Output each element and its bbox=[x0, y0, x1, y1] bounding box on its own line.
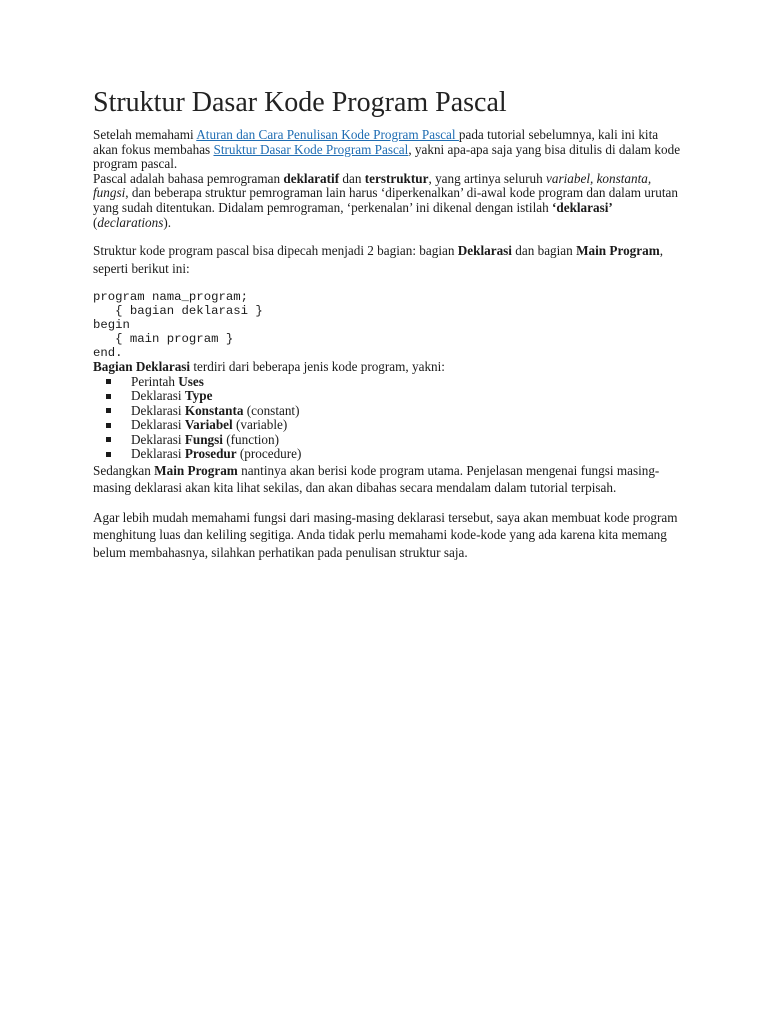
italic-term: declarations bbox=[97, 214, 164, 230]
bold-term: Type bbox=[184, 388, 213, 404]
bold-term: ‘deklarasi’ bbox=[551, 199, 613, 215]
text: dan bbox=[339, 170, 365, 186]
text: ( bbox=[93, 214, 98, 230]
text: Sedangkan bbox=[93, 462, 155, 478]
text: ). bbox=[163, 214, 172, 230]
page-title: Struktur Dasar Kode Program Pascal bbox=[93, 87, 507, 118]
text: Deklarasi bbox=[131, 446, 185, 462]
text: Deklarasi bbox=[131, 402, 185, 418]
list-item bbox=[93, 433, 683, 448]
list-item bbox=[93, 447, 683, 462]
intro-text: , yakni apa-apa saja yang bisa ditulis di dalam kode program pascal. bbox=[93, 141, 681, 172]
bold-term: Konstanta bbox=[184, 402, 244, 418]
bold-term: Bagian Deklarasi bbox=[93, 359, 191, 375]
link-struktur-dasar[interactable]: Struktur Dasar Kode Program Pascal bbox=[213, 141, 409, 157]
text: (variable) bbox=[232, 417, 288, 433]
intro-paragraph bbox=[93, 128, 683, 172]
text: , seperti berikut ini: bbox=[93, 243, 663, 276]
declaration-list bbox=[93, 375, 683, 462]
bold-term: Fungsi bbox=[184, 431, 223, 447]
text: Deklarasi bbox=[131, 431, 185, 447]
text: , dan beberapa struktur pemrograman lain harus ‘diperkenalkan’ di-awal kode program dan dalam urutan yang sudah ditentukan. Didalam pemrograman, ‘perkenalan’ ini dikenal dengan istilah bbox=[93, 185, 678, 215]
bold-term: Deklarasi bbox=[457, 243, 512, 259]
text: Deklarasi bbox=[131, 417, 185, 433]
intro-text: Setelah memahami bbox=[93, 127, 197, 142]
italic-term: variabel, konstanta, fungsi bbox=[93, 170, 652, 201]
bold-term: deklaratif bbox=[283, 170, 340, 186]
bold-term: Prosedur bbox=[184, 446, 237, 462]
square-bullet-icon bbox=[106, 408, 111, 413]
document-body bbox=[93, 86, 683, 561]
list-item bbox=[93, 418, 683, 433]
paragraph-contoh-segitiga: Agar lebih mudah memahami fungsi dari masing-masing deklarasi tersebut, saya akan membuat kode program menghitung luas dan keliling segitiga. Anda tidak perlu memahami kode-kode yang ada karena kita memang belum membahasnya, silahkan perhatikan pada penulisan struktur saja. bbox=[93, 509, 678, 560]
bold-term: terstruktur bbox=[364, 170, 429, 186]
square-bullet-icon bbox=[106, 394, 111, 399]
text: Struktur kode program pascal bisa dipecah menjadi 2 bagian: bagian bbox=[93, 243, 458, 259]
bold-term: Main Program bbox=[154, 462, 238, 478]
paragraph-main-program bbox=[93, 462, 683, 497]
link-aturan-penulisan[interactable]: Aturan dan Cara Penulisan Kode Program Pascal bbox=[196, 127, 459, 142]
text: dan bagian bbox=[511, 243, 577, 259]
list-item bbox=[93, 404, 683, 419]
text: Perintah bbox=[131, 373, 179, 389]
paragraph-bagian-deklarasi bbox=[93, 360, 683, 375]
list-item bbox=[93, 389, 683, 404]
code-block: program nama_program; { bagian deklarasi } begin { main program } end. bbox=[93, 290, 263, 361]
intro-text: pada tutorial sebelumnya, kali ini kita akan fokus membahas bbox=[93, 127, 659, 157]
list-item bbox=[93, 375, 683, 390]
square-bullet-icon bbox=[106, 452, 111, 457]
text: terdiri dari beberapa jenis kode program, yakni: bbox=[190, 359, 445, 375]
text: Pascal adalah bahasa pemrograman bbox=[93, 170, 284, 186]
paragraph-struktur-bagian bbox=[93, 242, 683, 277]
bold-term: Uses bbox=[178, 373, 204, 389]
text: nantinya akan berisi kode program utama. Penjelasan mengenai fungsi masing-masing deklarasi akan kita lihat sekilas, dan akan dibahas secara mendalam dalam tutorial terpisah. bbox=[93, 462, 660, 496]
square-bullet-icon bbox=[106, 423, 111, 428]
square-bullet-icon bbox=[106, 437, 111, 442]
text: , yang artinya seluruh bbox=[428, 170, 547, 186]
text: (function) bbox=[222, 431, 279, 447]
bold-term: Main Program bbox=[576, 243, 660, 259]
square-bullet-icon bbox=[106, 379, 111, 384]
text: (constant) bbox=[243, 402, 300, 418]
bold-term: Variabel bbox=[184, 417, 233, 433]
text: (procedure) bbox=[236, 446, 302, 462]
text: Deklarasi bbox=[131, 388, 185, 404]
paragraph-pascal-deklaratif bbox=[93, 172, 683, 230]
